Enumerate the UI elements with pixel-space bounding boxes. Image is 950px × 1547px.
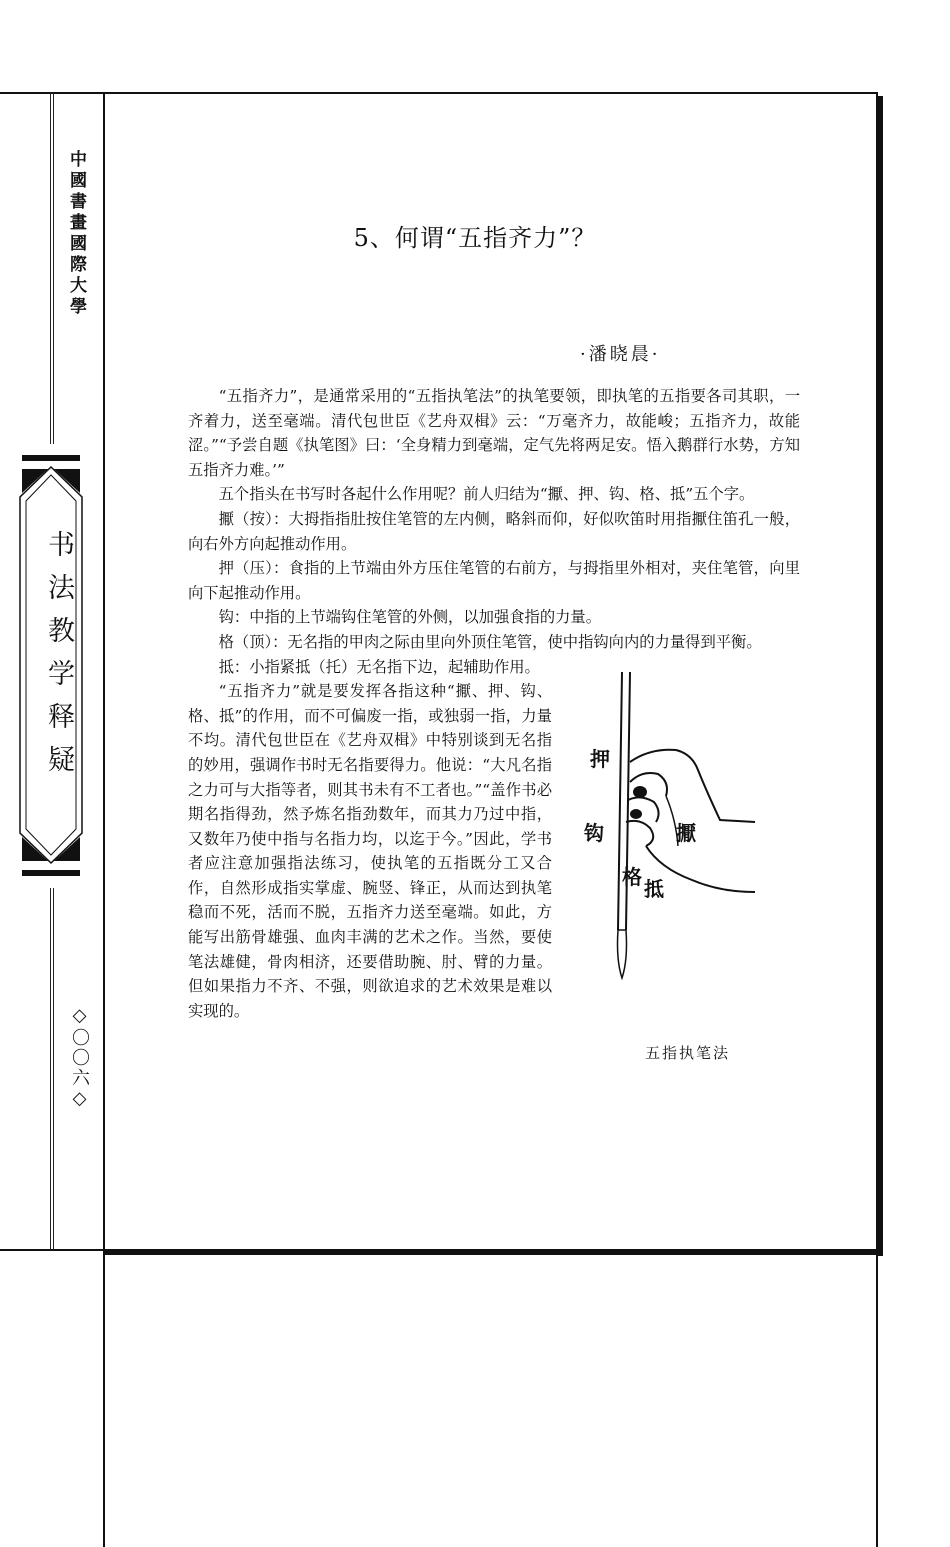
paragraph: 抵：小指紧抵（托）无名指下边，起辅助作用。 [218, 657, 540, 676]
paragraph: 押（压）：食指的上节端由外方压住笔管的右前方，与拇指里外相对，夹住笔管，向里向下起推动作用。 [188, 559, 800, 602]
five-finger-grip-figure [580, 670, 760, 990]
frame-top-left-rule [0, 92, 103, 94]
paragraph: 五个指头在书写时各起什么作用呢？前人归结为“擫、押、钩、格、抵”五个字。 [218, 485, 755, 504]
cartouche-bottom-bar [22, 870, 80, 876]
frame-shadow-right [878, 96, 883, 1256]
sidebar-rule-left-lower [50, 888, 51, 1250]
frame-bottom-left-rule [0, 1249, 103, 1251]
sidebar-rule-left-lower-inner [53, 888, 54, 1250]
book-title: 书法教学释疑 [43, 530, 74, 788]
label-ya: 押 [590, 747, 610, 771]
paragraph: 格（顶）：无名指的甲肉之际由里向外顶住笔管，使中指钩向内的力量得到平衡。 [218, 632, 762, 651]
paragraph: 擫（按）：大拇指指肚按住笔管的左内侧，略斜而仰，好似吹笛时用指擫住笛孔一般，向右外方向起推动作用。 [188, 509, 800, 553]
label-di: 抵 [644, 877, 664, 901]
paragraph: 钩：中指的上节端钩住笔管的外侧，以加强食指的力量。 [218, 608, 602, 627]
cartouche-top-bar [22, 455, 80, 461]
page-number: ◇〇〇六◇ [69, 1005, 90, 1111]
label-gou: 钩 [584, 821, 604, 845]
label-ge: 格 [622, 865, 642, 889]
author-name: ·潘晓晨· [580, 344, 661, 365]
series-title: 中國書畫國際大學 [66, 150, 86, 318]
figure-caption: 五指执笔法 [645, 1044, 731, 1062]
paragraph: “五指齐力”，是通常采用的“五指执笔法”的执笔要领，即执笔的五指要各司其职，一齐着力，送至毫端。清代包世臣《艺舟双楫》云：“万毫齐力，故能峻；五指齐力，故能涩。”“予尝自题《执笔图》曰：‘全身精力到毫端，定气先将两足安。悟入鹅群行水势，方知五指齐力难。’” [188, 387, 800, 479]
frame-bottom-rule [103, 1249, 883, 1255]
sidebar-rule-left [50, 92, 51, 444]
sidebar-rule-left-inner [53, 92, 54, 444]
paragraph: “五指齐力”就是要发挥各指这种“擫、押、钩、格、抵”的作用，而不可偏废一指，或独弱一指，力量不均。清代包世臣在《艺舟双楫》中特别谈到无名指的妙用，强调作书时无名指要得力。他说：“大凡名指之力可与大指等者，则其书未有不工者也。”“盖作书必期名指得劲，然予炼名指劲数年，而其力乃过中指，又数年乃使中指与名指力均，以迄于今。”因此，学书者应注意加强指法练习，使执笔的五指既分工又合作，自然形成指实掌虚、腕竖、锋正，从而达到执笔稳而不死，活而不脱，五指齐力送至毫端。如此，方能写出筋骨雄强、血肉丰满的艺术之作。当然，要使笔法雄健，骨肉相济，还要借助腕、肘、臂的力量。但如果指力不齐、不强，则欲追求的艺术效果是难以实现的。 [188, 682, 552, 1020]
article-title: 5、何谓“五指齐力”？ [353, 224, 597, 252]
label-ye: 擫 [676, 821, 696, 845]
